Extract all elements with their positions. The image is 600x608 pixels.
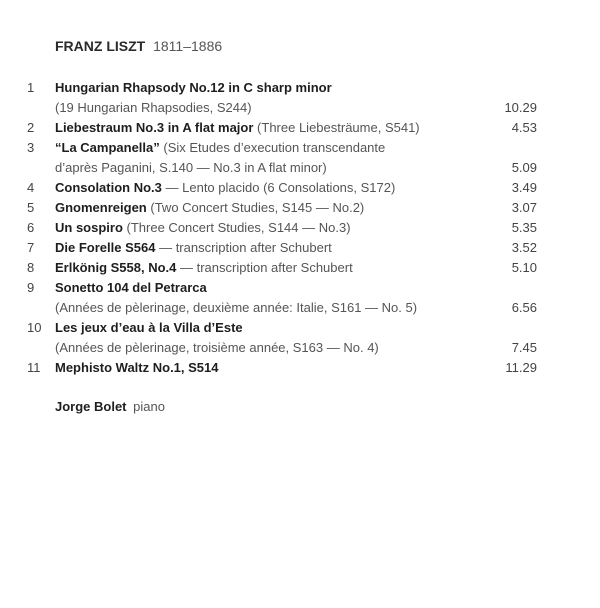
track-duration: 7.45 <box>511 340 537 355</box>
track-duration: 5.09 <box>511 160 537 175</box>
track-subtitle: (Two Concert Studies, S145 — No.2) <box>150 200 365 215</box>
track-duration: 3.52 <box>511 240 537 255</box>
track-text <box>55 78 332 98</box>
track-duration: 3.07 <box>511 200 537 215</box>
track-duration: 10.29 <box>504 100 537 115</box>
track-text <box>55 118 420 138</box>
track-subtitle: — Lento placido (6 Consolations, S172) <box>165 180 396 195</box>
track-text <box>55 218 351 238</box>
track-text <box>55 238 332 258</box>
track-line <box>0 158 600 178</box>
track-duration: 5.10 <box>511 260 537 275</box>
track-duration: 4.53 <box>511 120 537 135</box>
track-subtitle: — transcription after Schubert <box>180 260 353 275</box>
track-title: Die Forelle S564 <box>55 240 156 255</box>
track-number: 7 <box>27 240 35 255</box>
track-line <box>0 278 600 298</box>
track-text <box>55 178 395 198</box>
track-line <box>0 198 600 218</box>
track-text <box>55 98 252 118</box>
track-subtitle: (Années de pèlerinage, deuxième année: Italie, S161 — No. 5) <box>55 300 418 315</box>
track-title: “La Campanella” <box>55 140 160 155</box>
track-title: Mephisto Waltz No.1, S514 <box>55 360 219 375</box>
track-text <box>55 258 353 278</box>
track-line <box>0 318 600 338</box>
track-line <box>0 218 600 238</box>
track-title: Erlkönig S558, No.4 <box>55 260 177 275</box>
track-number: 9 <box>27 280 35 295</box>
track-line <box>0 238 600 258</box>
track-number: 5 <box>27 200 35 215</box>
track-line <box>0 358 600 378</box>
track-subtitle: d’après Paganini, S.140 — No.3 in A flat minor) <box>55 160 327 175</box>
performer-instrument: piano <box>133 399 165 414</box>
track-line <box>0 98 600 118</box>
track-line <box>0 258 600 278</box>
track-duration: 3.49 <box>511 180 537 195</box>
track-title: Sonetto 104 del Petrarca <box>55 280 207 295</box>
composer-header <box>55 38 222 54</box>
track-title: Hungarian Rhapsody No.12 in C sharp minor <box>55 80 332 95</box>
composer-dates: 1811–1886 <box>153 38 223 54</box>
track-title: Liebestraum No.3 in A flat major <box>55 120 254 135</box>
track-line <box>0 78 600 98</box>
track-title: Gnomenreigen <box>55 200 147 215</box>
track-subtitle: — transcription after Schubert <box>159 240 332 255</box>
performer-name: Jorge Bolet <box>55 399 127 414</box>
track-line <box>0 118 600 138</box>
track-number: 3 <box>27 140 35 155</box>
track-line <box>0 178 600 198</box>
track-text <box>55 358 219 378</box>
track-text <box>55 278 207 298</box>
track-number: 11 <box>27 360 41 375</box>
track-subtitle: (19 Hungarian Rhapsodies, S244) <box>55 100 252 115</box>
track-text <box>55 198 364 218</box>
track-number: 2 <box>27 120 35 135</box>
track-duration: 6.56 <box>511 300 537 315</box>
track-subtitle: (Three Liebesträume, S541) <box>257 120 420 135</box>
track-title: Un sospiro <box>55 220 123 235</box>
track-number: 6 <box>27 220 35 235</box>
track-number: 1 <box>27 80 35 95</box>
track-list <box>0 78 600 378</box>
track-text <box>55 138 385 158</box>
performer-credit <box>55 399 165 414</box>
track-line <box>0 138 600 158</box>
track-duration: 11.29 <box>505 360 537 375</box>
track-title: Consolation No.3 <box>55 180 162 195</box>
track-line <box>0 298 600 318</box>
track-subtitle: (Six Etudes d’execution transcendante <box>163 140 386 155</box>
track-duration: 5.35 <box>511 220 537 235</box>
track-number: 10 <box>27 320 42 335</box>
track-text <box>55 318 243 338</box>
track-subtitle: (Three Concert Studies, S144 — No.3) <box>126 220 351 235</box>
composer-name: FRANZ LISZT <box>55 38 146 54</box>
track-text <box>55 158 327 178</box>
track-text <box>55 338 379 358</box>
track-title: Les jeux d’eau à la Villa d’Este <box>55 320 243 335</box>
track-line <box>0 338 600 358</box>
track-subtitle: (Années de pèlerinage, troisième année, S163 — No. 4) <box>55 340 379 355</box>
track-text <box>55 298 417 318</box>
track-number: 4 <box>27 180 35 195</box>
track-number: 8 <box>27 260 35 275</box>
